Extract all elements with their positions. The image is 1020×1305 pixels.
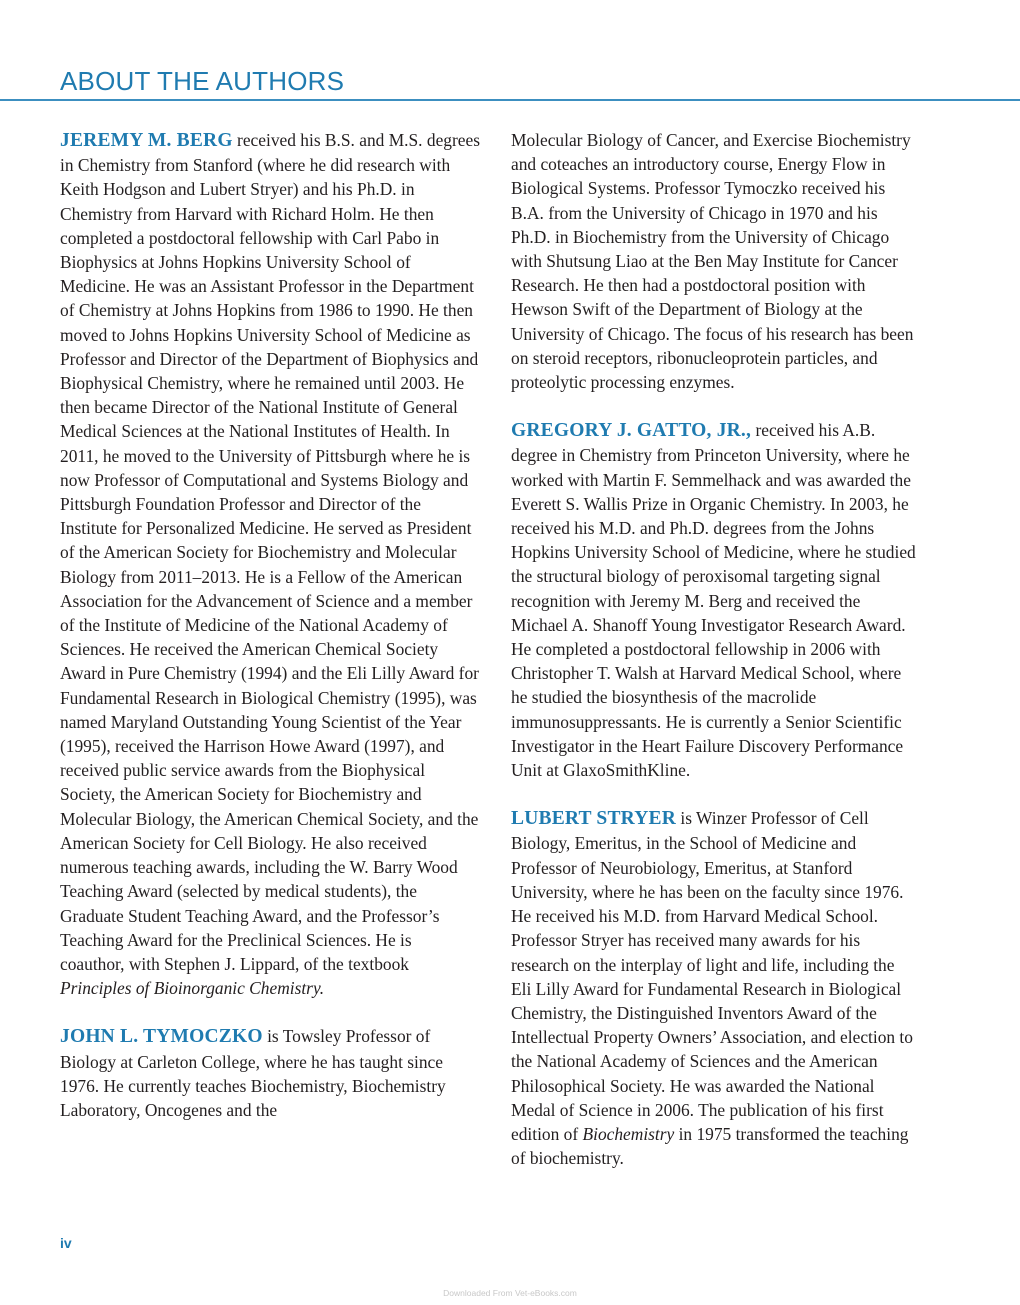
book-title-bioinorganic: Principles of Bioinorganic Chemistry. — [60, 978, 325, 999]
bio-berg — [60, 128, 480, 1000]
author-name-berg: JEREMY M. BERG — [60, 130, 233, 151]
title-rule — [0, 99, 1020, 101]
download-watermark: Downloaded From Vet-eBooks.com — [443, 1288, 577, 1298]
bio-stryer — [511, 806, 916, 1170]
bio-gatto — [511, 418, 916, 782]
bio-text-gatto: received his A.B. degree in Chemistry from Princeton University, where he worked with Martin F. Semmelhack and was awarded the Everett S. Wallis Prize in Organic Chemistry. In 2003, he received his M.D. and Ph.D. degrees from the Johns Hopkins University School of Medicine, where he studied the structural biology of peroxisomal targeting signal recognition with Jeremy M. Berg and received the Michael A. Shanoff Young Investigator Research Award. He completed a postdoctoral fellowship in 2006 with Christopher T. Walsh at Harvard Medical School, where he studied the biosynthesis of the macrolide immunosuppressants. He is currently a Senior Scientific Investigator in the Heart Failure Discovery Performance Unit at GlaxoSmithKline. — [511, 420, 916, 781]
bio-tymoczko-continued: Molecular Biology of Cancer, and Exercise Biochemistry and coteaches an introductory course, Energy Flow in Biological Systems. Professor Tymoczko received his B.A. from the University of Chicago in 1970 and his Ph.D. in Biochemistry from the University of Chicago with Shutsung Liao at the Ben May Institute for Cancer Research. He then had a postdoctoral position with Hewson Swift of the Department of Biology at the University of Chicago. The focus of his research has been on steroid receptors, ribonucleoprotein particles, and proteolytic processing enzymes. — [511, 130, 914, 393]
right-column — [511, 128, 916, 1194]
page-number: iv — [60, 1235, 72, 1251]
left-column — [60, 128, 480, 1146]
book-title-biochemistry: Biochemistry — [582, 1123, 675, 1144]
bio-text-stryer-tail: in 1975 transformed the teaching of biochemistry. — [511, 1123, 909, 1169]
bio-text-berg: received his B.S. and M.S. degrees in Chemistry from Stanford (where he did research with Keith Hodgson and Lubert Stryer) and his Ph.D. in Chemistry from Harvard with Richard Holm. He then completed a postdoctoral fellowship with Carl Pabo in Biophysics at Johns Hopkins University School of Medicine. He was an Assistant Professor in the Department of Chemistry at Johns Hopkins from 1986 to 1990. He then moved to Johns Hopkins University School of Medicine as Professor and Director of the Department of Biophysics and Biophysical Chemistry, where he remained until 2003. He then became Director of the National Institute of General Medical Sciences at the National Institutes of Health. In 2011, he moved to the University of Pittsburgh where he is now Professor of Computational and Systems Biology and Pittsburgh Foundation Professor and Director of the Institute for Personalized Medicine. He served as President of the American Society for Biochemistry and Molecular Biology from 2011–2013. He is a Fellow of the American Association for the Advancement of Science and a member of the Institute of Medicine of the National Academy of Sciences. He received the American Chemical Society Award in Pure Chemistry (1994) and the Eli Lilly Award for Fundamental Research in Biological Chemistry (1995), was named Maryland Outstanding Young Scientist of the Year (1995), received the Harrison Howe Award (1997), and received public service awards from the Biophysical Society, the American Society for Biochemistry and Molecular Biology, the American Chemical Society, and the American Society for Cell Biology. He also received numerous teaching awards, including the W. Barry Wood Teaching Award (selected by medical students), the Graduate Student Teaching Award, and the Professor’s Teaching Award for the Preclinical Sciences. He is coauthor, with Stephen J. Lippard, of the textbook — [60, 130, 480, 974]
author-name-gatto: GREGORY J. GATTO, JR., — [511, 420, 752, 442]
bio-text-tymoczko: is Towsley Professor of Biology at Carleton College, where he has taught since 1976. He currently teaches Biochemistry, Biochemistry Laboratory, Oncogenes and the — [60, 1026, 446, 1120]
bio-text-stryer: is Winzer Professor of Cell Biology, Emeritus, in the School of Medicine and Professor of Neurobiology, Emeritus, at Stanford University, where he has been on the faculty since 1976. He received his M.D. from Harvard Medical School. Professor Stryer has received many awards for his research on the interplay of light and life, including the Eli Lilly Award for Fundamental Research in Biological Chemistry, the Distinguished Inventors Award of the Intellectual Property Owners’ Association, and election to the National Academy of Sciences and the American Philosophical Society. He was awarded the National Medal of Science in 2006. The publication of his first edition of — [511, 808, 913, 1144]
page-title: ABOUT THE AUTHORS — [60, 66, 345, 96]
author-name-stryer: LUBERT STRYER — [511, 808, 677, 830]
author-name-tymoczko: JOHN L. TYMOCZKO — [60, 1026, 263, 1048]
bio-tymoczko — [60, 1024, 480, 1122]
